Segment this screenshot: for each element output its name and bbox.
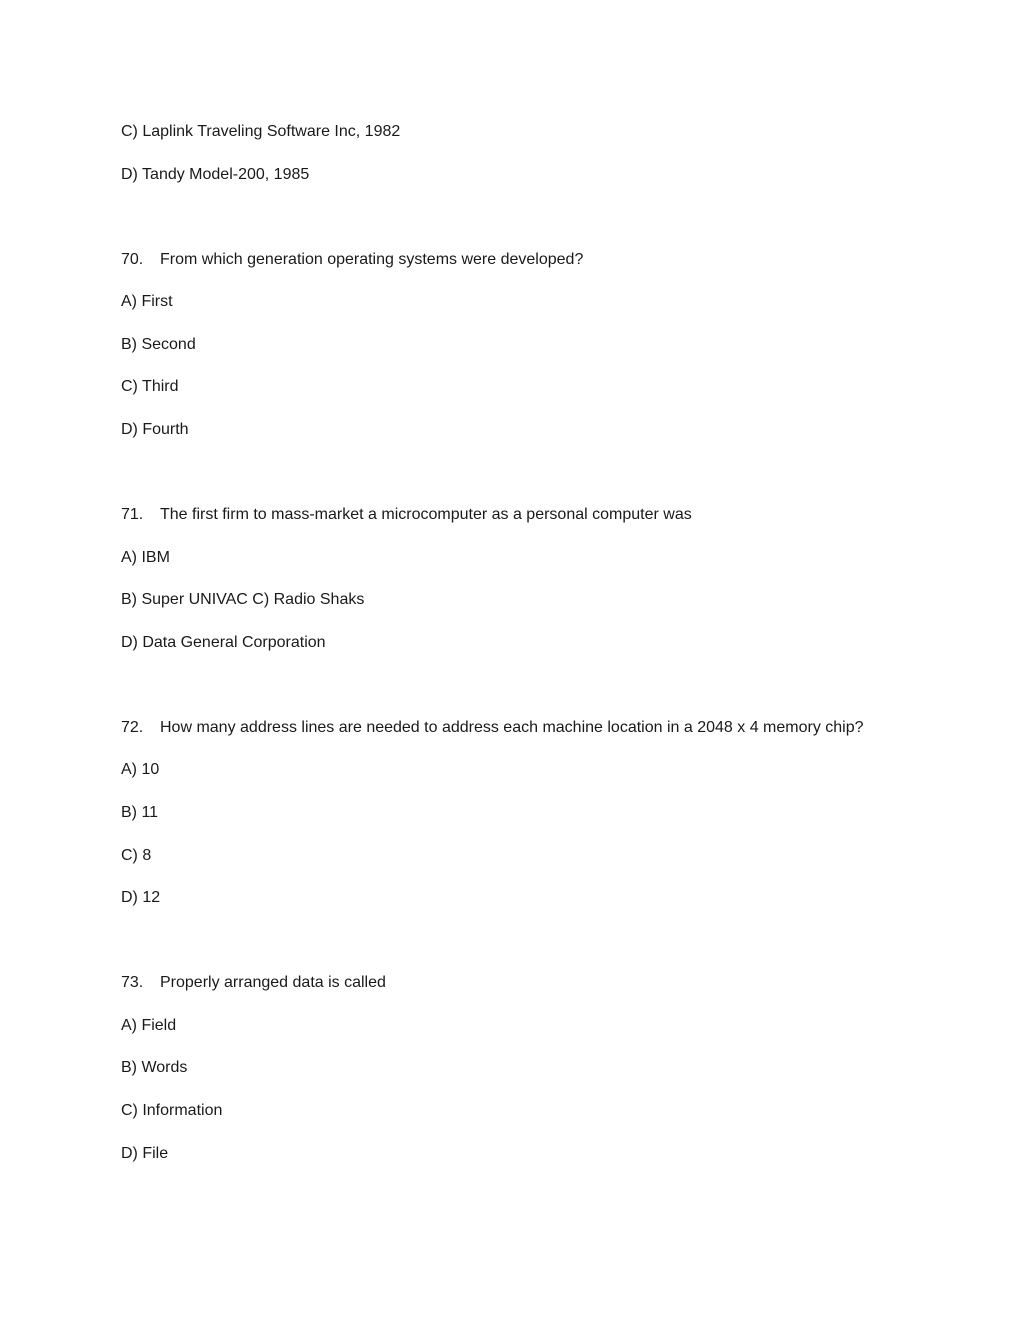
question-70-option-d: D) Fourth: [121, 420, 189, 438]
option-continuation-c: C) Laplink Traveling Software Inc, 1982: [121, 123, 401, 140]
question-73-option-a: A) Field: [121, 1016, 177, 1034]
question-70: [121, 249, 961, 271]
question-number: 72.: [121, 718, 144, 736]
question-73-option-d: D) File: [121, 1144, 169, 1162]
question-number: 70.: [121, 250, 144, 268]
question-73-option-b: B) Words: [121, 1059, 188, 1077]
question-72-option-c: C) 8: [121, 846, 152, 864]
question-70-option-a: A) First: [121, 293, 173, 311]
question-73-option-c: C) Information: [121, 1101, 223, 1119]
question-70-option-c: C) Third: [121, 378, 179, 396]
question-number: 71.: [121, 505, 144, 523]
question-72-option-a: A) 10: [121, 761, 160, 779]
question-text: The first firm to mass-market a microcomputer as a personal computer was: [160, 505, 692, 523]
question-72-option-d: D) 12: [121, 889, 161, 907]
question-71-option-b-c: B) Super UNIVAC C) Radio Shaks: [121, 591, 365, 609]
question-71-option-d: D) Data General Corporation: [121, 633, 326, 651]
question-71-option-a: A) IBM: [121, 548, 170, 566]
question-72-option-b: B) 11: [121, 803, 159, 821]
question-72: [121, 717, 961, 739]
quiz-content: [121, 121, 961, 1165]
question-73: [121, 972, 961, 994]
question-text: Properly arranged data is called: [160, 974, 386, 992]
question-number: 73.: [121, 974, 144, 992]
question-text: How many address lines are needed to address each machine location in a 2048 x 4 memory chip?: [160, 718, 864, 736]
question-70-option-b: B) Second: [121, 335, 196, 353]
option-continuation-d: D) Tandy Model-200, 1985: [121, 165, 310, 183]
question-text: From which generation operating systems were developed?: [160, 250, 584, 268]
question-71: [121, 504, 961, 526]
